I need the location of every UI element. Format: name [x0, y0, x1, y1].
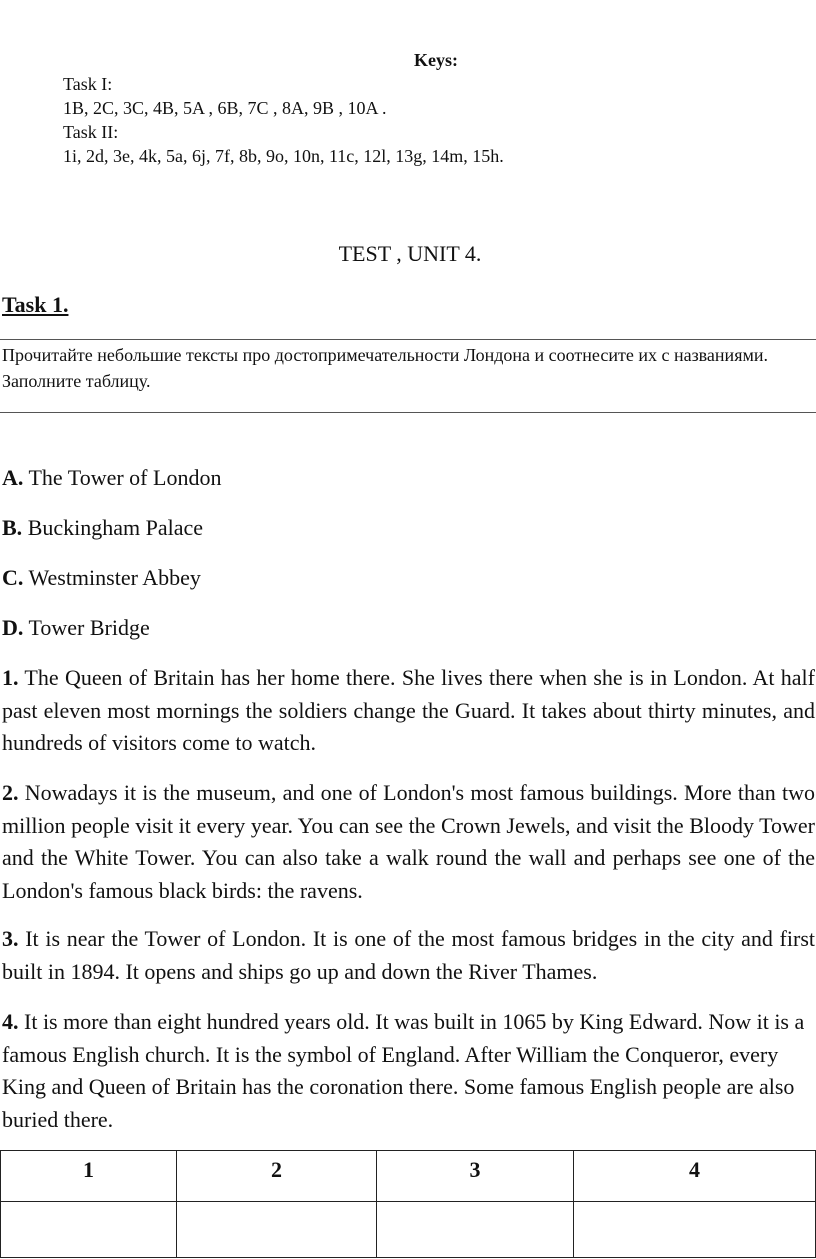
answer-cell-1[interactable] — [1, 1202, 177, 1258]
option-text: Westminster Abbey — [23, 565, 201, 590]
option-a — [2, 463, 221, 493]
option-letter: A. — [2, 465, 24, 490]
answer-table — [0, 1150, 816, 1258]
text-body: It is near the Tower of London. It is one of the most famous bridges in the city and first built in 1894. It opens and ships go up and down the River Thames. — [2, 926, 815, 984]
answer-header-cell: 3 — [377, 1151, 574, 1202]
option-text: Buckingham Palace — [22, 515, 204, 540]
text-4 — [2, 1006, 815, 1136]
option-b — [2, 513, 203, 543]
instruction-top-rule — [0, 339, 816, 340]
keys-title: Keys: — [414, 50, 458, 70]
answer-table-header-row — [1, 1151, 816, 1202]
text-number: 2. — [2, 780, 19, 805]
keys-line: Task II: — [63, 122, 119, 142]
option-letter: C. — [2, 565, 24, 590]
text-number: 1. — [2, 665, 19, 690]
keys-line: 1i, 2d, 3e, 4k, 5a, 6j, 7f, 8b, 9o, 10n, 11c, 12l, 13g, 14m, 15h. — [63, 146, 504, 166]
text-body: Nowadays it is the museum, and one of London's most famous buildings. More than two million people visit it every year. You can see the Crown Jewels, and visit the Bloody Tower and the White Tower. You can also take a walk round the wall and perhaps see one of the London's famous black birds: the ravens. — [2, 780, 815, 903]
keys-line: 1B, 2C, 3C, 4B, 5A , 6B, 7C , 8A, 9B , 10A . — [63, 98, 387, 118]
text-body: The Queen of Britain has her home there. She lives there when she is in London. At half past eleven most mornings the soldiers change the Guard. It takes about thirty minutes, and hundreds of visitors come to watch. — [2, 665, 815, 755]
instruction-text: Прочитайте небольшие тексты про достопримечательности Лондона и соотнесите их с названиями. Заполните таблицу. — [2, 345, 768, 391]
option-text: Tower Bridge — [23, 615, 150, 640]
option-text: The Tower of London — [23, 465, 222, 490]
text-1 — [2, 662, 815, 760]
option-letter: D. — [2, 615, 24, 640]
task-title: Task 1. — [2, 292, 69, 317]
option-letter: B. — [2, 515, 23, 540]
answer-header-cell: 1 — [1, 1151, 177, 1202]
answer-header-cell: 2 — [177, 1151, 377, 1202]
test-title: TEST , UNIT 4. — [338, 241, 482, 266]
answer-cell-3[interactable] — [377, 1202, 574, 1258]
text-number: 4. — [2, 1009, 19, 1034]
keys-line: Task I: — [63, 74, 113, 94]
option-c — [2, 563, 201, 593]
answer-header-cell: 4 — [574, 1151, 816, 1202]
text-2 — [2, 777, 815, 907]
text-number: 3. — [2, 926, 19, 951]
instruction-bottom-rule — [0, 412, 816, 413]
answer-cell-2[interactable] — [177, 1202, 377, 1258]
option-d — [2, 613, 150, 643]
text-body: It is more than eight hundred years old. It was built in 1065 by King Edward. Now it is a famous English church. It is the symbol of England. After William the Conqueror, every King and Queen of Britain has the coronation there. Some famous English people are also buried there. — [2, 1009, 805, 1132]
answer-table-input-row — [1, 1202, 816, 1258]
answer-cell-4[interactable] — [574, 1202, 816, 1258]
text-3 — [2, 923, 815, 988]
